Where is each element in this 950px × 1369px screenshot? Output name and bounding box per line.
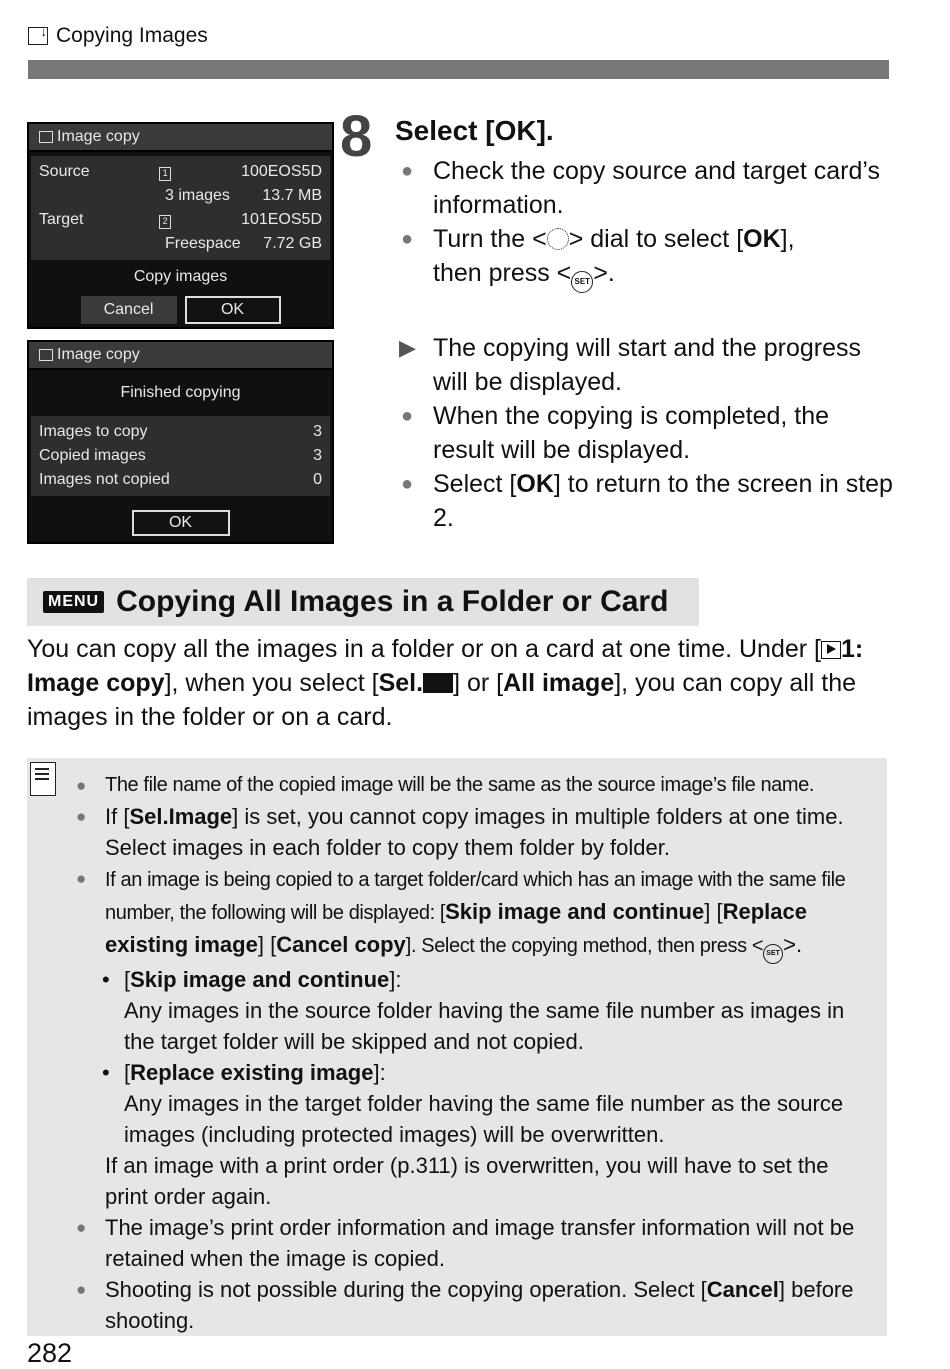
cancel-button[interactable]: Cancel	[81, 296, 177, 324]
bullet-icon: ●	[76, 776, 86, 795]
list-item: ● The image’s print order information and image transfer information will not be retained when the image is copied.	[74, 1212, 874, 1274]
bullet-icon: ●	[401, 473, 414, 495]
target-label: Target	[39, 211, 84, 228]
step-title: Select [OK].	[395, 115, 554, 146]
card-2-icon: 2	[159, 215, 171, 229]
page-number: 282	[27, 1338, 73, 1368]
bullet-icon: ●	[401, 228, 414, 250]
menu-icon: MENU	[43, 591, 104, 613]
step-bullets-1	[397, 154, 897, 293]
image-copy-icon	[39, 349, 53, 361]
step-number: 8	[340, 104, 373, 169]
set-button-icon: SET	[763, 944, 783, 964]
playback-icon	[821, 641, 841, 659]
bullet-icon: ●	[76, 807, 87, 826]
list-item: ● If [Sel.Image] is set, you cannot copy images in multiple folders at one time. Select images in each folder to copy them folder by folder.	[74, 801, 874, 863]
freespace-label: Freespace	[165, 235, 241, 252]
target-folder: 101EOS5D	[241, 211, 322, 228]
camera-screen-copy-confirm	[27, 122, 334, 329]
copy-info-block	[31, 156, 330, 260]
result-value: 0	[313, 471, 322, 488]
camera-screen-copy-finished	[27, 340, 334, 544]
list-item: ● The file name of the copied image will be the same as the source image’s file name.	[74, 770, 874, 801]
source-count: 3 images	[165, 187, 230, 204]
result-label: Images not copied	[39, 471, 170, 488]
section-heading	[27, 578, 699, 626]
result-label: Images to copy	[39, 423, 148, 440]
screen-title: Image copy	[57, 128, 140, 145]
freespace-value: 7.72 GB	[263, 235, 322, 252]
ok-button[interactable]: OK	[132, 510, 230, 536]
finished-status: Finished copying	[120, 384, 241, 401]
card-1-icon: 1	[159, 167, 171, 181]
screen-title-bar	[29, 342, 332, 370]
bullet-icon: ●	[401, 160, 414, 182]
copy-prompt: Copy images	[133, 268, 228, 285]
screen-title-bar	[29, 124, 332, 152]
list-item: ● Check the copy source and target card’s information.	[397, 154, 897, 222]
screen-title: Image copy	[57, 346, 140, 363]
list-item: ● When the copying is completed, the result will be displayed.	[397, 399, 897, 467]
section-title: Copying All Images in a Folder or Card	[116, 585, 669, 618]
source-folder: 100EOS5D	[241, 163, 322, 180]
header-bar	[28, 60, 889, 79]
image-copy-icon	[28, 27, 48, 45]
image-copy-icon	[39, 131, 53, 143]
ok-button[interactable]: OK	[185, 296, 281, 324]
note-icon	[30, 762, 56, 796]
result-block	[31, 416, 330, 496]
bullet-icon: ●	[401, 405, 414, 427]
source-label: Source	[39, 163, 90, 180]
set-button-icon: SET	[571, 271, 593, 293]
header-title: Copying Images	[56, 24, 208, 47]
list-item: ● Shooting is not possible during the copying operation. Select [Cancel] before shooting.	[74, 1274, 874, 1336]
sub-item: • [Replace existing image]: Any images in the target folder having the same file number as the source images (including protected images) will be overwritten.	[102, 1060, 844, 1147]
quick-control-dial-icon	[547, 228, 569, 250]
bullet-icon: ●	[76, 1218, 87, 1237]
page-header	[28, 24, 208, 48]
source-size: 13.7 MB	[262, 187, 322, 204]
result-label: Copied images	[39, 447, 146, 464]
section-paragraph: You can copy all the images in a folder or on a card at one time. Under [ 1: Image copy], when you select [Sel. ] or [All image], you can copy all the images in the folder or on a card.	[27, 635, 864, 731]
result-value: 3	[313, 423, 322, 440]
continuation-text: If an image with a print order (p.311) is overwritten, you will have to set the print order again.	[105, 1153, 829, 1209]
folder-icon	[423, 673, 453, 693]
list-item: ● Select [OK] to return to the screen in step 2.	[397, 467, 897, 535]
note-box	[27, 758, 887, 1336]
list-item: ● Turn the < > dial to select [OK], then press < SET >.	[397, 222, 897, 293]
list-item: ▶ The copying will start and the progress will be displayed.	[397, 331, 897, 399]
result-value: 3	[313, 447, 322, 464]
bullet-icon: ●	[76, 869, 87, 888]
result-arrow-icon: ▶	[399, 335, 416, 360]
list-item: ● If an image is being copied to a target folder/card which has an image with the same file number, the following will be displayed: [Skip image and continue] [Replace existing image] [Cancel copy]. Select the copying method, then press < SET >.	[74, 863, 874, 964]
step-bullets-2	[397, 331, 897, 535]
sub-item: • [Skip image and continue]: Any images in the source folder having the same file number as images in the target folder will be skipped and not copied.	[102, 967, 845, 1054]
bullet-icon: ●	[76, 1280, 87, 1299]
